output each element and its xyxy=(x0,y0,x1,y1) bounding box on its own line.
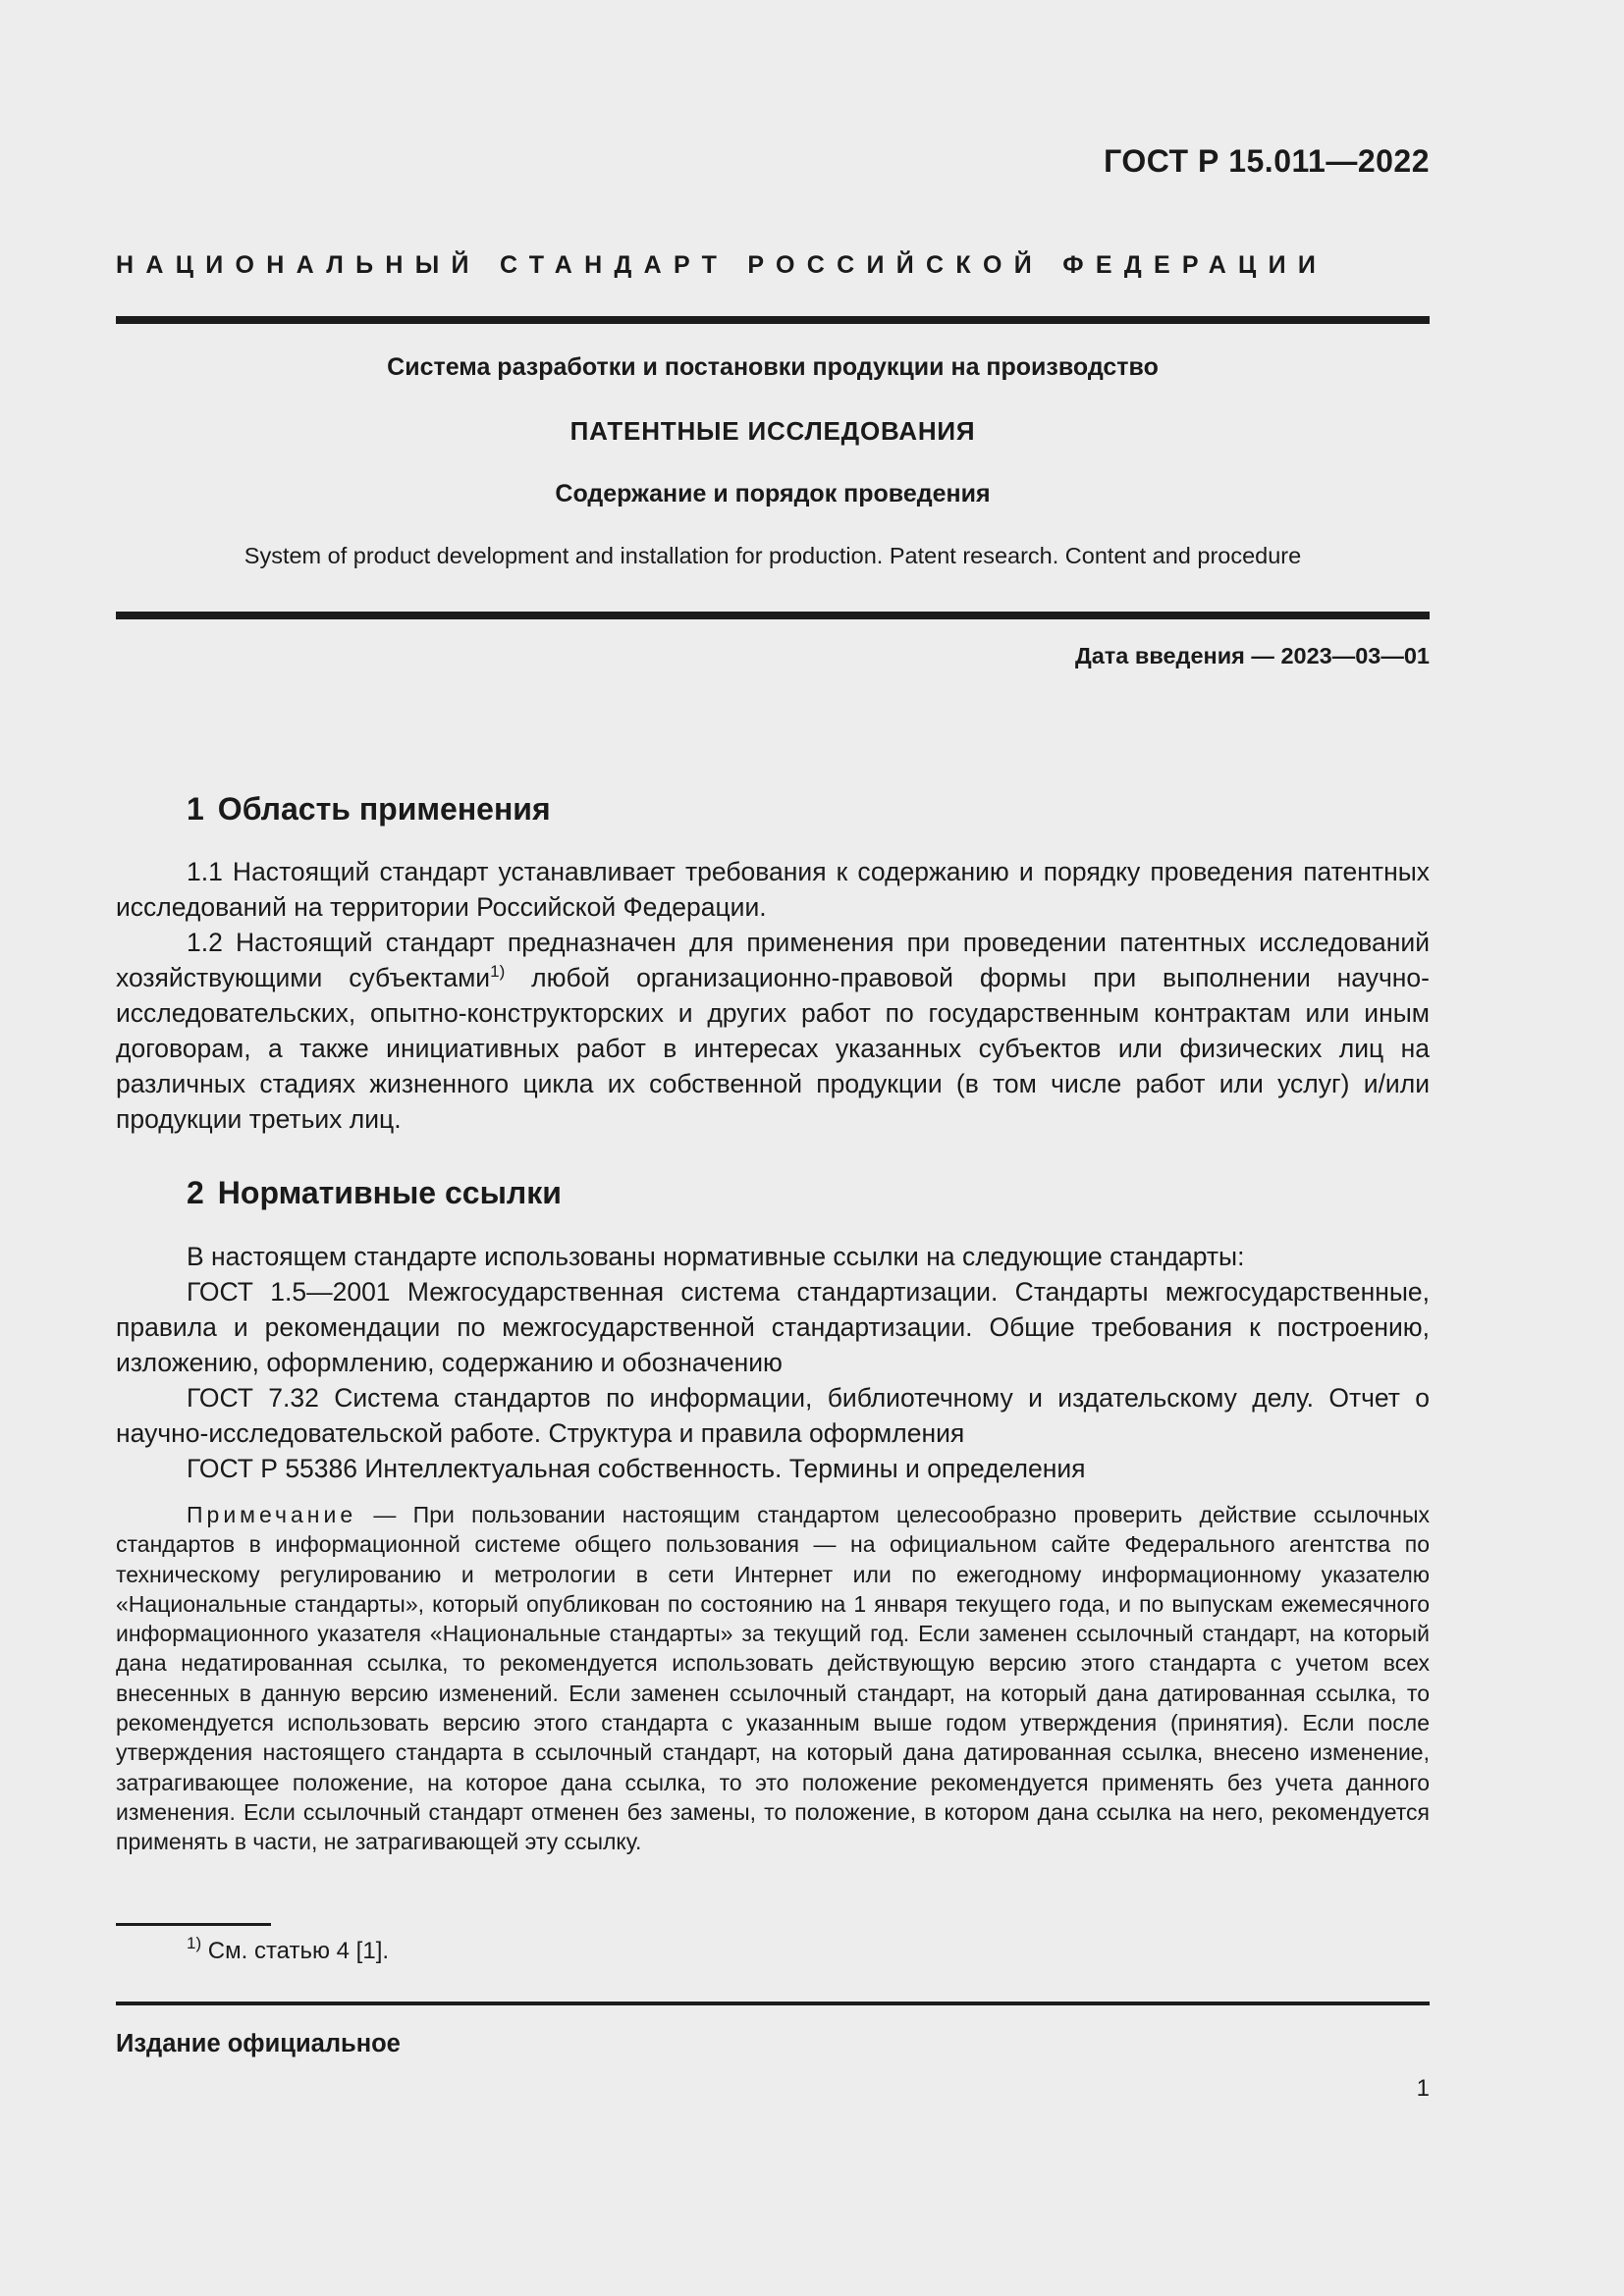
section-2-title: Нормативные ссылки xyxy=(217,1175,562,1210)
section-2-heading xyxy=(187,1175,562,1211)
references-note xyxy=(116,1500,1430,1857)
title-bottom-rule xyxy=(116,612,1430,619)
section-1-title: Область применения xyxy=(217,791,551,827)
footnote-mark: 1) xyxy=(187,1934,202,1952)
references-intro: В настоящем стандарте использованы нормативные ссылки на следующие стандарты: xyxy=(187,1242,1245,1271)
clause-1-2-text-end: любой организационно-правовой формы при выполнении научно-исследовательских, опытно-конструкторских и других работ по государственным контрактам или иным договорам, а также инициативных работ в интересах указанных субъектов или физических лиц на различных стадиях жизненного цикла их собственной продукции (в том числе работ или услуг) и/или продукции третьих лиц. xyxy=(116,963,1430,1134)
introduction-date: Дата введения — 2023—03—01 xyxy=(1074,643,1430,668)
section-1-heading xyxy=(187,791,551,828)
section-2-number: 2 xyxy=(187,1175,204,1210)
reference-gost-7-32: ГОСТ 7.32 Система стандартов по информации, библиотечному и издательскому делу. Отчет о научно-исследовательской работе. Структура и правила оформления xyxy=(116,1383,1430,1448)
sub-title: Содержание и порядок проведения xyxy=(555,480,991,507)
footnote-reference: 1) xyxy=(490,962,506,981)
note-label: Примечание xyxy=(187,1502,357,1527)
top-rule xyxy=(116,316,1430,324)
national-standard-heading: НАЦИОНАЛЬНЫЙ СТАНДАРТ РОССИЙСКОЙ ФЕДЕРАЦИИ xyxy=(116,251,1328,279)
clause-1-2-text-start: 1.2 Настоящий стандарт предназначен для применения при проведении патентных исследований хозяйствующими субъектами xyxy=(116,928,1430,992)
clause-1-1: 1.1 Настоящий стандарт устанавливает требования к содержанию и порядку проведения патентных исследований на территории Российской Федерации. xyxy=(116,857,1430,922)
clause-1-2 xyxy=(116,925,1430,1137)
footnote xyxy=(187,1934,390,1965)
footer-rule xyxy=(116,2002,1430,2005)
section-1-number: 1 xyxy=(187,791,204,827)
english-title: System of product development and installation for production. Patent research. Content and procedure xyxy=(244,543,1302,568)
footnote-separator xyxy=(116,1923,271,1926)
section-1-body xyxy=(116,854,1430,1137)
document-number: ГОСТ Р 15.011—2022 xyxy=(1104,143,1430,179)
reference-gost-1-5: ГОСТ 1.5—2001 Межгосударственная система стандартизации. Стандарты межгосударственные, правила и рекомендации по межгосударственной стандартизации. Общие требования к построению, изложению, оформлению, содержанию и обозначению xyxy=(116,1277,1430,1377)
official-edition-label: Издание официальное xyxy=(116,2030,401,2057)
footnote-text: См. статью 4 [1]. xyxy=(201,1938,390,1964)
reference-gost-r-55386: ГОСТ Р 55386 Интеллектуальная собственность. Термины и определения xyxy=(187,1454,1086,1483)
main-title: ПАТЕНТНЫЕ ИССЛЕДОВАНИЯ xyxy=(569,416,976,446)
system-title: Система разработки и постановки продукции на производство xyxy=(387,353,1159,381)
section-2-body xyxy=(116,1239,1430,1486)
note-paragraph xyxy=(116,1500,1430,1857)
page-number: 1 xyxy=(1416,2075,1430,2102)
note-text: — При пользовании настоящим стандартом целесообразно проверить действие ссылочных стандартов в информационной системе общего пользования — на официальном сайте Федерального агентства по техническому регулированию и метрологии в сети Интернет или по ежегодному информационному указателю «Национальные стандарты», который опубликован по состоянию на 1 января текущего года, и по выпускам ежемесячного информационного указателя «Национальные стандарты» за текущий год. Если заменен ссылочный стандарт, на который дана недатированная ссылка, то рекомендуется использовать действующую версию этого стандарта с учетом всех внесенных в данную версию изменений. Если заменен ссылочный стандарт, на который дана датированная ссылка, то рекомендуется использовать версию этого стандарта с указанным выше годом утверждения (принятия). Если после утверждения настоящего стандарта в ссылочный стандарт, на который дана датированная ссылка, внесено изменение, затрагивающее положение, на которое дана ссылка, то это положение рекомендуется применять без учета данного изменения. Если ссылочный стандарт отменен без замены, то положение, в котором дана ссылка на него, рекомендуется применять в части, не затрагивающей эту ссылку. xyxy=(116,1502,1430,1855)
